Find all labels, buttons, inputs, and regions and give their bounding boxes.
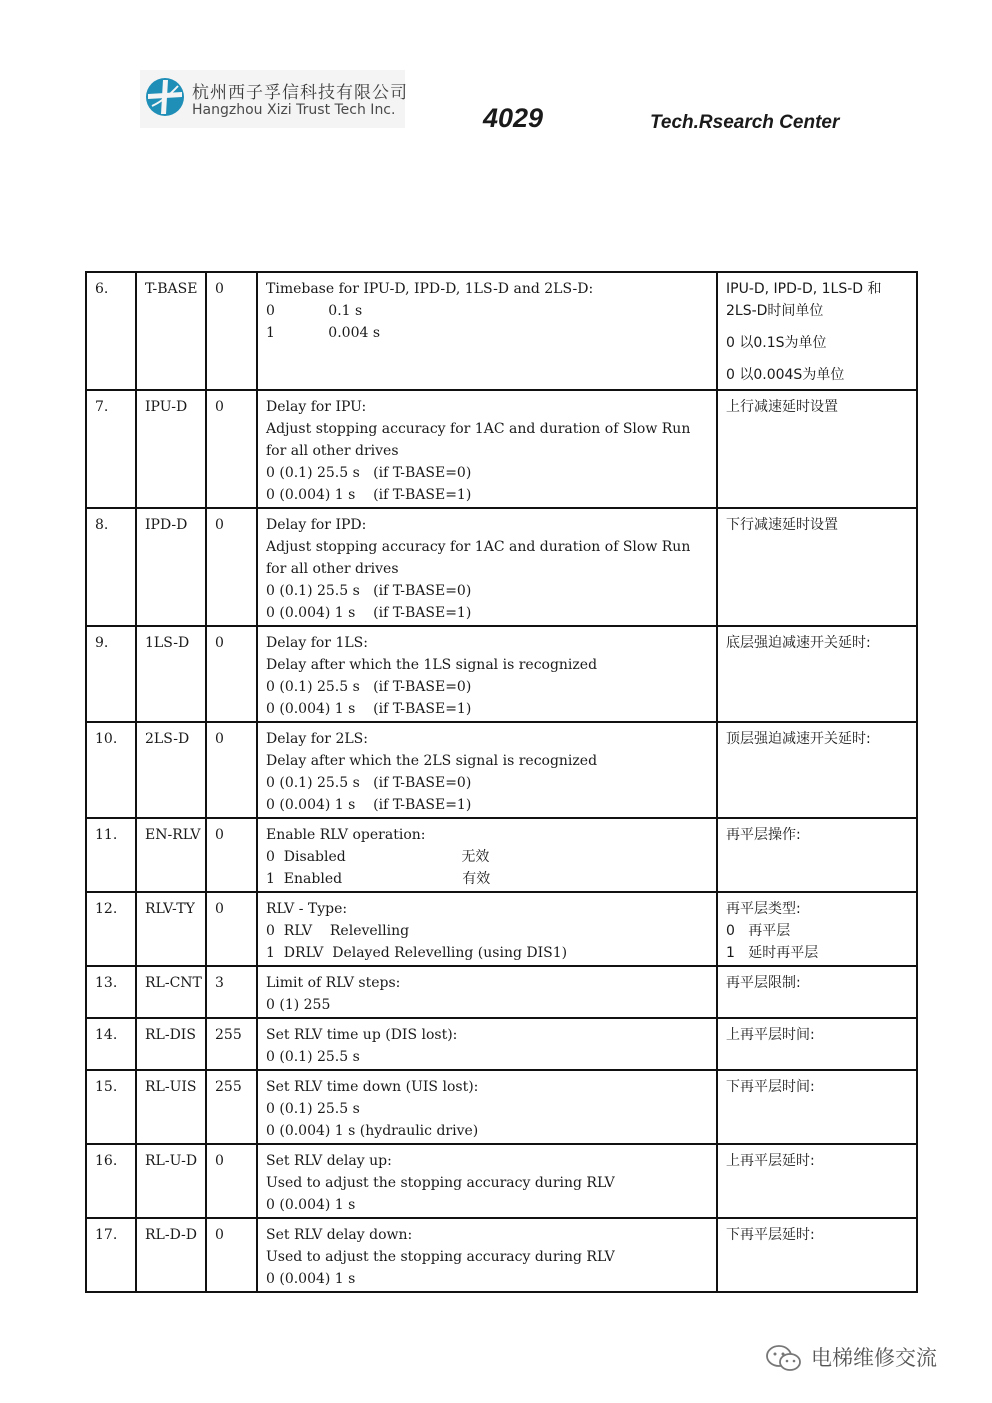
description-line: 0 (0.004) 1 s (if T-BASE=1) (266, 487, 472, 503)
default-value: 255 (206, 1070, 257, 1144)
description-line: 0 (0.004) 1 s (266, 1197, 356, 1213)
description-line: 0 (0.1) 25.5 s (if T-BASE=0) (266, 583, 472, 599)
company-logo (140, 70, 408, 128)
watermark-text: 电梯维修交流 (811, 1346, 937, 1370)
row-number: 8. (86, 508, 136, 626)
default-value: 0 (206, 626, 257, 722)
description-line: 1 DRLV Delayed Relevelling (using DIS1) (266, 945, 568, 961)
row-number: 17. (86, 1218, 136, 1292)
row-number: 14. (86, 1018, 136, 1070)
description-line: 0 (0.1) 25.5 s (if T-BASE=0) (266, 775, 472, 791)
default-value: 0 (206, 818, 257, 892)
chinese-note (717, 1144, 917, 1218)
parameter-code: IPD-D (136, 508, 206, 626)
row-number: 9. (86, 626, 136, 722)
description-line: Delay for 2LS: (266, 731, 368, 747)
parameter-code: RL-D-D (136, 1218, 206, 1292)
description-line: 0 (0.004) 1 s (if T-BASE=1) (266, 797, 472, 813)
row-number: 6. (86, 272, 136, 390)
chinese-note-line: IPU-D, IPD-D, 1LS-D 和 (726, 281, 882, 297)
chinese-note-line: 0 以0.004S为单位 (726, 367, 845, 383)
chinese-note (717, 1070, 917, 1144)
chinese-note-line: 1 延时再平层 (726, 945, 819, 961)
parameter-code: 2LS-D (136, 722, 206, 818)
chinese-note-line: 下行减速延时设置 (726, 517, 838, 533)
description-line: Timebase for IPU-D, IPD-D, 1LS-D and 2LS-D: (266, 281, 594, 297)
description-line: Delay after which the 1LS signal is recognized (266, 657, 598, 673)
default-value: 0 (206, 722, 257, 818)
description-line: Delay for 1LS: (266, 635, 368, 651)
description-line: 0 (0.004) 1 s (if T-BASE=1) (266, 701, 472, 717)
parameter-description (257, 508, 717, 626)
table-row (86, 722, 917, 818)
row-number: 13. (86, 966, 136, 1018)
description-line: Delay for IPU: (266, 399, 367, 415)
default-value: 0 (206, 390, 257, 508)
description-line: RLV - Type: (266, 901, 348, 917)
chinese-note (717, 818, 917, 892)
parameter-description (257, 818, 717, 892)
chinese-note-line: 0 再平层 (726, 923, 791, 939)
department-title: Tech.Rsearch Center (650, 112, 840, 133)
row-number: 16. (86, 1144, 136, 1218)
table-row (86, 1018, 917, 1070)
description-line: for all other drives (266, 443, 399, 459)
chinese-note (717, 1018, 917, 1070)
description-line: Used to adjust the stopping accuracy during RLV (266, 1249, 615, 1265)
description-line: Set RLV time up (DIS lost): (266, 1027, 458, 1043)
description-line: 0 (0.1) 25.5 s (266, 1101, 360, 1117)
description-line: 0 RLV Relevelling (266, 923, 410, 939)
chinese-note-line: 上再平层时间: (726, 1027, 815, 1043)
parameter-code: RL-U-D (136, 1144, 206, 1218)
parameter-code: EN-RLV (136, 818, 206, 892)
parameter-code: RL-CNT (136, 966, 206, 1018)
table-row (86, 390, 917, 508)
description-line: Limit of RLV steps: (266, 975, 401, 991)
chinese-note (717, 390, 917, 508)
default-value: 255 (206, 1018, 257, 1070)
default-value: 3 (206, 966, 257, 1018)
chinese-note (717, 272, 917, 390)
chinese-note-line: 0 以0.1S为单位 (726, 335, 827, 351)
parameter-code: IPU-D (136, 390, 206, 508)
parameter-description (257, 1218, 717, 1292)
chinese-note-line: 上行减速延时设置 (726, 399, 838, 415)
row-number: 15. (86, 1070, 136, 1144)
description-line: 1 Enabled 有效 (266, 871, 491, 887)
wechat-icon (765, 1344, 803, 1374)
parameter-description (257, 1144, 717, 1218)
description-line: Delay after which the 2LS signal is recognized (266, 753, 598, 769)
parameter-description (257, 1018, 717, 1070)
parameter-description (257, 626, 717, 722)
chinese-note-line: 再平层类型: (726, 901, 801, 917)
description-line: Adjust stopping accuracy for 1AC and duration of Slow Run (266, 539, 691, 555)
description-line: for all other drives (266, 561, 399, 577)
parameter-description (257, 892, 717, 966)
parameter-code: RL-DIS (136, 1018, 206, 1070)
description-line: 1 0.004 s (266, 325, 381, 341)
row-number: 10. (86, 722, 136, 818)
default-value: 0 (206, 272, 257, 390)
description-line: 0 (0.1) 25.5 s (266, 1049, 360, 1065)
description-line: 0 (0.004) 1 s (if T-BASE=1) (266, 605, 472, 621)
parameter-code: T-BASE (136, 272, 206, 390)
table-row (86, 818, 917, 892)
description-line: 0 (0.004) 1 s (266, 1271, 356, 1287)
company-logo-icon (144, 76, 186, 118)
chinese-note (717, 1218, 917, 1292)
parameter-description (257, 272, 717, 390)
chinese-note-line: 再平层操作: (726, 827, 801, 843)
chinese-note-line: 2LS-D时间单位 (726, 303, 824, 319)
chinese-note (717, 626, 917, 722)
table-row (86, 966, 917, 1018)
parameter-code: RL-UIS (136, 1070, 206, 1144)
parameter-code: RLV-TY (136, 892, 206, 966)
chinese-note-line: 再平层限制: (726, 975, 801, 991)
description-line: Set RLV delay up: (266, 1153, 392, 1169)
parameter-code: 1LS-D (136, 626, 206, 722)
table-row (86, 892, 917, 966)
chinese-note-line: 下再平层时间: (726, 1079, 815, 1095)
description-line: Set RLV delay down: (266, 1227, 413, 1243)
chinese-note-line: 底层强迫减速开关延时: (726, 635, 871, 651)
parameter-description (257, 1070, 717, 1144)
default-value: 0 (206, 1218, 257, 1292)
description-line: 0 Disabled 无效 (266, 849, 490, 865)
description-line: 0 (0.1) 25.5 s (if T-BASE=0) (266, 465, 472, 481)
description-line: 0 (0.004) 1 s (hydraulic drive) (266, 1123, 479, 1139)
description-line: Set RLV time down (UIS lost): (266, 1079, 479, 1095)
parameter-description (257, 390, 717, 508)
watermark (765, 1342, 937, 1374)
chinese-note (717, 722, 917, 818)
table-row (86, 272, 917, 390)
description-line: 0 (1) 255 (266, 997, 331, 1013)
chinese-note (717, 892, 917, 966)
table-row (86, 1144, 917, 1218)
default-value: 0 (206, 892, 257, 966)
description-line: Used to adjust the stopping accuracy during RLV (266, 1175, 615, 1191)
description-line: Delay for IPD: (266, 517, 367, 533)
description-line: 0 (0.1) 25.5 s (if T-BASE=0) (266, 679, 472, 695)
description-line: 0 0.1 s (266, 303, 363, 319)
row-number: 11. (86, 818, 136, 892)
chinese-note-line: 下再平层延时: (726, 1227, 815, 1243)
company-name-en: Hangzhou Xizi Trust Tech Inc. (192, 102, 396, 118)
chinese-note-line: 顶层强迫减速开关延时: (726, 731, 871, 747)
parameter-description (257, 722, 717, 818)
chinese-note (717, 966, 917, 1018)
chinese-note-line: 上再平层延时: (726, 1153, 815, 1169)
chinese-note (717, 508, 917, 626)
description-line: Adjust stopping accuracy for 1AC and duration of Slow Run (266, 421, 691, 437)
table-row (86, 1218, 917, 1292)
document-number: 4029 (483, 103, 544, 133)
default-value: 0 (206, 1144, 257, 1218)
parameter-description (257, 966, 717, 1018)
description-line: Enable RLV operation: (266, 827, 426, 843)
default-value: 0 (206, 508, 257, 626)
table-row (86, 508, 917, 626)
company-name-cn: 杭州西子孚信科技有限公司 (192, 83, 408, 103)
parameter-table (85, 271, 918, 1293)
row-number: 12. (86, 892, 136, 966)
row-number: 7. (86, 390, 136, 508)
table-row (86, 626, 917, 722)
table-row (86, 1070, 917, 1144)
